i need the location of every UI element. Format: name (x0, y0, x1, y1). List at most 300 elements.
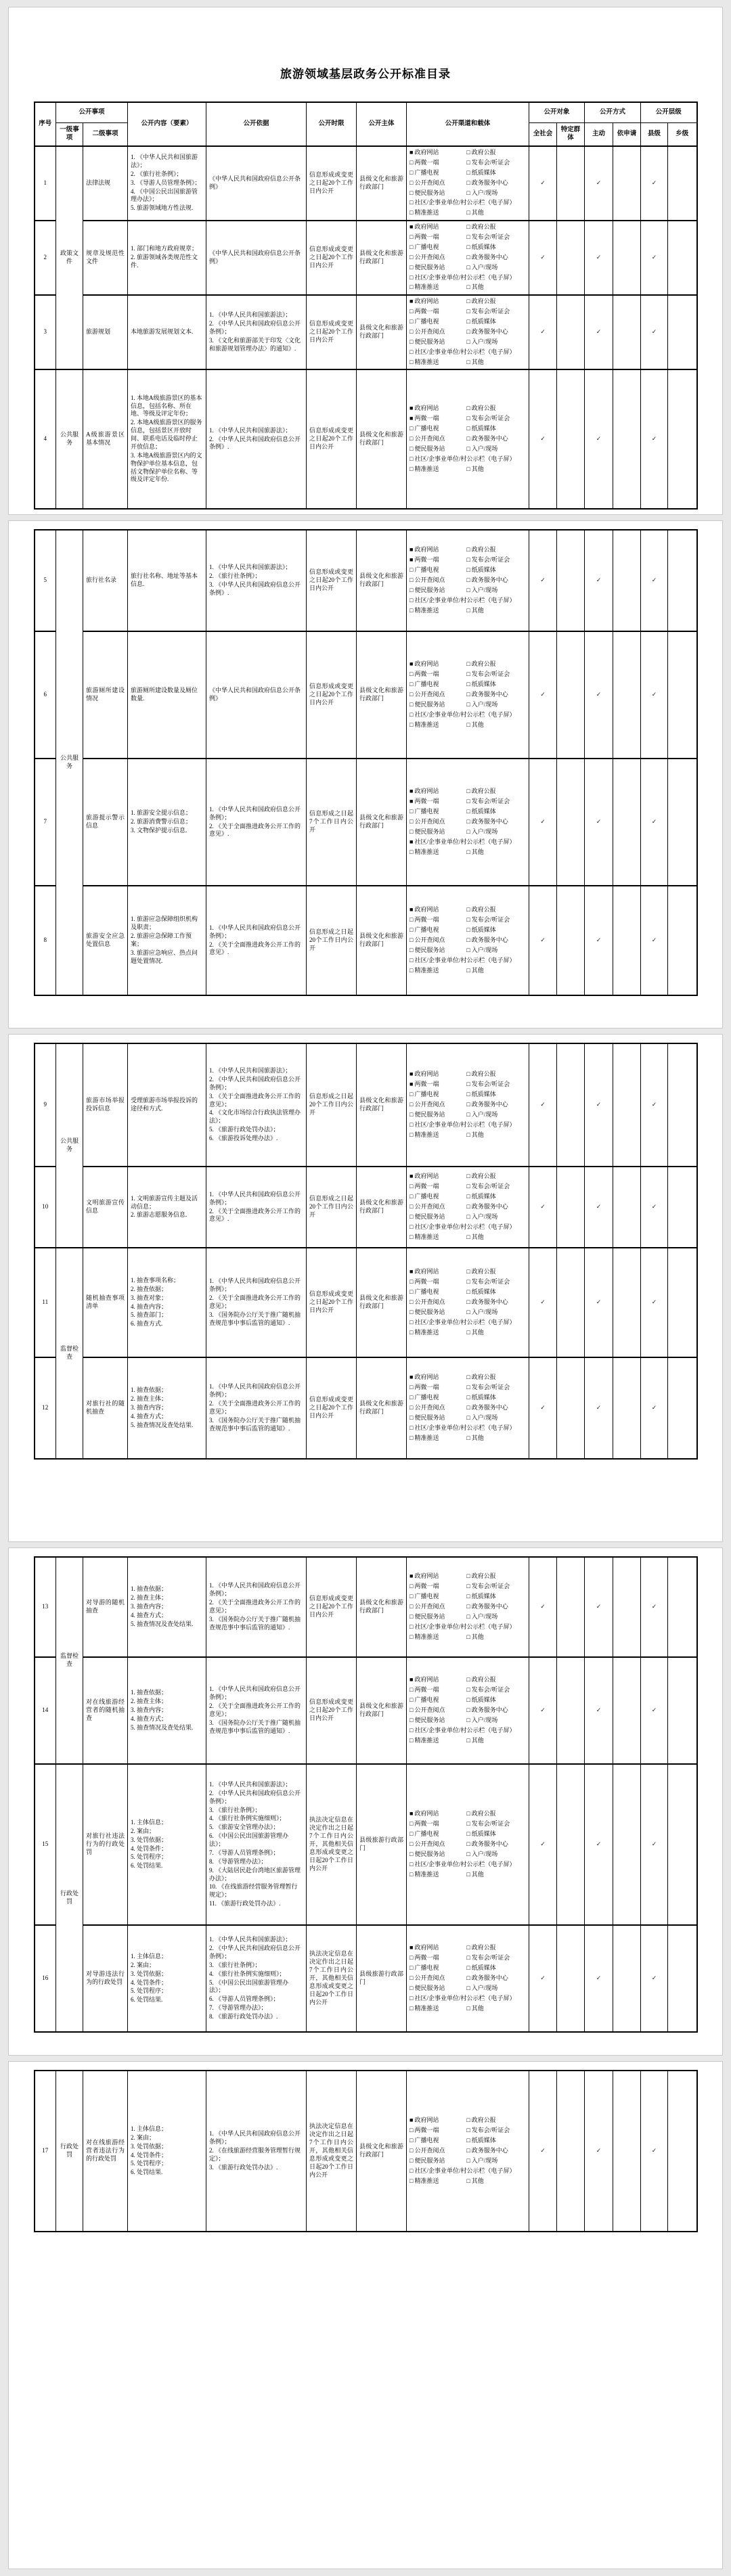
channel-option (466, 721, 523, 729)
channel-option (409, 1840, 466, 1849)
channel-option (466, 1101, 523, 1109)
table-body (35, 1557, 697, 2032)
channel-option (466, 284, 523, 292)
cell-check-active: ✓ (585, 886, 613, 995)
cell-content-line: 5. 抽查情况及查处结果. (131, 1620, 194, 1627)
channel-option-label: 广播电视 (414, 425, 439, 432)
channel-option-label: 便民服务站 (414, 189, 445, 196)
cell-content-line: 1. 《中华人民共和国旅游法》； (131, 154, 198, 168)
checkbox-unchecked-icon: □ (466, 577, 470, 584)
checkbox-unchecked-icon: □ (466, 253, 470, 261)
cell-content-line: 1. 主体信息； (131, 2125, 168, 2132)
checkbox-unchecked-icon: □ (466, 1404, 470, 1411)
cell-content-line: 旅游厕所建设数量及厕位数量. (131, 687, 198, 702)
checkbox-unchecked-icon: □ (409, 1110, 414, 1118)
channel-option (409, 1623, 526, 1631)
cell-serial-number: 11 (35, 1248, 56, 1357)
channel-option-label: 政府网站 (414, 1268, 439, 1275)
channel-option-label: 入户/现场 (471, 828, 498, 835)
checkbox-unchecked-icon: □ (466, 1278, 470, 1286)
checkbox-unchecked-icon: □ (466, 1328, 470, 1336)
channel-option (409, 189, 466, 198)
cell-check-township (668, 1557, 697, 1657)
cell-basis-line: 3. 《国务院办公厅关于推广随机抽查规范事中事后监管的通知》. (209, 1311, 301, 1326)
checkbox-unchecked-icon: □ (466, 798, 470, 805)
channel-option (466, 1329, 523, 1337)
checkbox-unchecked-icon: □ (409, 828, 414, 835)
checkbox-unchecked-icon: □ (466, 700, 470, 708)
cell-check-active: ✓ (585, 1557, 613, 1657)
checkbox-unchecked-icon: □ (409, 1840, 414, 1848)
channel-option (409, 199, 526, 207)
channel-option-label: 社区/企事业单位/村公示栏（电子屏） (414, 1223, 516, 1230)
cell-check-all-society: ✓ (529, 886, 557, 995)
table-row (35, 1657, 697, 1764)
checkbox-unchecked-icon: □ (409, 1954, 414, 1962)
header-channels: 公开渠道和载体 (407, 102, 529, 146)
channel-option-label: 便民服务站 (414, 1984, 445, 1991)
cell-content-line: 3. 抽查内容； (131, 1707, 168, 1714)
cell-check-specific-group (557, 631, 585, 759)
channel-option-label: 广播电视 (414, 2137, 439, 2144)
channel-option-label: 政务服务中心 (471, 435, 508, 442)
cell-content-line: 2. 旅游领域各类规范性文件. (131, 254, 198, 269)
cell-basis-line: 8. 《旅游行政处罚办法》. (209, 2013, 278, 2020)
cell-content-line: 3. 本地A级旅游景区内的文物保护单位基本信息，包括文物保护单位名称、等级及评定年份. (131, 451, 202, 483)
checkbox-unchecked-icon: □ (466, 1298, 470, 1306)
cell-basis-line: 5. 《中国公民出国旅游管理办法》； (209, 1979, 289, 1994)
checkbox-unchecked-icon: □ (409, 263, 414, 271)
channel-option (409, 711, 526, 719)
cell-basis (206, 1357, 307, 1459)
cell-check-specific-group (557, 221, 585, 295)
cell-basis (206, 369, 307, 509)
checkbox-checked-icon: ■ (409, 1810, 414, 1817)
channel-option (466, 1613, 523, 1621)
cell-content-line: 4. 《中国公民出国旅游管理办法》； (131, 187, 198, 203)
channel-option-label: 入户/现场 (471, 1612, 498, 1620)
cell-check-active: ✓ (585, 369, 613, 509)
cell-content-line: 5. 抽查部门； (131, 1311, 168, 1319)
channel-option-label: 社区/企事业单位/村公示栏（电子屏） (414, 1623, 516, 1630)
table-row (35, 2071, 697, 2232)
channel-option (466, 1213, 523, 1221)
channel-option (409, 721, 466, 729)
checkbox-unchecked-icon: □ (409, 577, 414, 584)
cell-serial-number: 14 (35, 1657, 56, 1764)
cell-check-specific-group (557, 530, 585, 631)
channel-option (409, 1081, 466, 1089)
cell-basis (206, 2071, 307, 2232)
cell-channels (407, 146, 529, 221)
channel-option-label: 政府公报 (471, 1944, 496, 1951)
checkbox-unchecked-icon: □ (409, 606, 414, 614)
cell-basis-line: 2. 《关于全面推进政务公开工作的意见》； (209, 1294, 301, 1309)
channel-option (409, 701, 466, 709)
cell-check-county: ✓ (641, 369, 668, 509)
channel-option (466, 359, 523, 367)
cell-time-limit: 信息形成之日起20个工作日内公开 (307, 1043, 357, 1167)
channel-option (409, 681, 466, 689)
cell-subject: 县级文化和旅游行政部门 (357, 1557, 407, 1657)
channel-option (466, 244, 523, 252)
channel-option-label: 广播电视 (414, 1193, 439, 1200)
cell-content (128, 146, 206, 221)
cell-serial-number: 16 (35, 1925, 56, 2032)
channel-option-label: 便民服务站 (414, 586, 445, 593)
checkbox-unchecked-icon: □ (466, 926, 470, 934)
header-target-specific: 特定群体 (557, 122, 585, 146)
channel-option (466, 947, 523, 955)
channel-option-label: 两微一端 (414, 1583, 439, 1590)
cell-basis-line: 2. 《中华人民共和国政府信息公开条例》； (209, 1789, 301, 1805)
channel-option (409, 556, 466, 564)
cell-serial-number: 2 (35, 221, 56, 295)
checkbox-unchecked-icon: □ (466, 1213, 470, 1220)
cell-check-on-request (613, 1167, 641, 1248)
channel-option (409, 1830, 466, 1838)
cell-basis (206, 295, 307, 369)
channel-option (466, 906, 523, 914)
cell-content-line: 6. 抽查方式. (131, 1320, 163, 1328)
channel-option-label: 公开查阅点 (414, 1298, 445, 1306)
cell-basis-line: 1. 《中华人民共和国政府信息公开条例》； (209, 1190, 301, 1206)
channel-option (466, 1434, 523, 1443)
channel-option-label: 社区/企事业单位/村公示栏（电子屏） (414, 273, 516, 281)
checkbox-unchecked-icon: □ (466, 1573, 470, 1580)
channel-option (466, 607, 523, 615)
cell-time-limit: 信息形成或变更之日起20个工作日内公开 (307, 1248, 357, 1357)
cell-check-active: ✓ (585, 1357, 613, 1459)
cell-basis (206, 1657, 307, 1764)
checkbox-unchecked-icon: □ (466, 1414, 470, 1421)
checkbox-unchecked-icon: □ (409, 1850, 414, 1857)
cell-channels (407, 369, 529, 509)
channel-option-label: 便民服务站 (414, 1850, 445, 1857)
channel-option-label: 两微一端 (414, 1820, 439, 1828)
channel-option-label: 其他 (471, 848, 484, 855)
checkbox-unchecked-icon: □ (409, 1686, 414, 1694)
checkbox-unchecked-icon: □ (466, 606, 470, 614)
checkbox-unchecked-icon: □ (466, 223, 470, 231)
cell-basis-line: 10. 《在线旅游经营服务管理暂行规定》； (209, 1883, 298, 1899)
cell-check-all-society: ✓ (529, 1764, 557, 1925)
channel-option (466, 808, 523, 816)
checkbox-unchecked-icon: □ (409, 1707, 414, 1714)
header-content: 公开内容（要素） (128, 102, 206, 146)
cell-basis-line: 1. 《中华人民共和国旅游法》； (209, 1936, 292, 1943)
channel-option-label: 政府公报 (471, 1573, 496, 1580)
cell-check-township (668, 759, 697, 886)
channel-option (409, 1974, 466, 1983)
channel-option-label: 发布会/听证会 (471, 1278, 510, 1286)
channel-option (409, 2167, 526, 2175)
checkbox-unchecked-icon: □ (466, 1288, 470, 1296)
channel-option-label: 入户/现场 (471, 1308, 498, 1315)
cell-check-specific-group (557, 1657, 585, 1764)
checkbox-unchecked-icon: □ (466, 1268, 470, 1275)
cell-level1-item: 公共服务 (56, 530, 83, 995)
cell-check-township (668, 2071, 697, 2232)
channel-option-label: 便民服务站 (414, 1716, 445, 1723)
cell-subject: 县级文化和旅游行政部门 (357, 146, 407, 221)
channel-option (466, 405, 523, 413)
channel-option-label: 发布会/听证会 (471, 158, 510, 166)
channel-option (466, 264, 523, 272)
channel-option (409, 455, 526, 464)
checkbox-checked-icon: ■ (409, 798, 414, 805)
cell-basis-line: 1. 《中华人民共和国旅游法》； (209, 564, 292, 571)
cell-check-active: ✓ (585, 146, 613, 221)
channel-option (466, 967, 523, 975)
channel-option-label: 政府公报 (471, 149, 496, 156)
cell-content-line: 2. 旅游消费警示信息； (131, 818, 192, 826)
checkbox-unchecked-icon: □ (466, 1716, 470, 1723)
cell-subject: 县级文化和旅游行政部门 (357, 530, 407, 631)
table-body (35, 1043, 697, 1459)
channel-option-label: 其他 (471, 966, 484, 974)
cell-serial-number: 5 (35, 530, 56, 631)
channel-option-label: 两微一端 (414, 308, 439, 315)
cell-content-line: 4. 抽查方式； (131, 1412, 168, 1420)
channel-option-label: 政府公报 (471, 660, 496, 668)
checkbox-unchecked-icon: □ (409, 2167, 414, 2174)
cell-content (128, 631, 206, 759)
channel-option-label: 纸质媒体 (471, 1696, 496, 1704)
checkbox-unchecked-icon: □ (466, 1964, 470, 1972)
checkbox-unchecked-icon: □ (466, 243, 470, 250)
cell-basis-line: 1. 《中华人民共和国旅游法》； (209, 1780, 292, 1788)
checkbox-unchecked-icon: □ (466, 1707, 470, 1714)
channel-option (466, 445, 523, 453)
cell-content-line: 3. 抽查内容； (131, 1603, 168, 1610)
cell-basis-line: 2. 《旅行社条例》； (209, 572, 261, 580)
channel-option-label: 广播电视 (414, 1964, 439, 1972)
channel-option-label: 两微一端 (414, 1278, 439, 1286)
channel-option (409, 691, 466, 699)
cell-basis-line: 2. 《中华人民共和国政府信息公开条例》； (209, 1945, 301, 1960)
document-title: 旅游领域基层政务公开标准目录 (280, 68, 451, 81)
checkbox-unchecked-icon: □ (466, 263, 470, 271)
checkbox-unchecked-icon: □ (409, 1101, 414, 1108)
checkbox-unchecked-icon: □ (466, 828, 470, 835)
cell-subject: 县级文化和旅游行政部门 (357, 631, 407, 759)
cell-basis-line: 7. 《导游人员管理条例》； (209, 1849, 280, 1856)
checkbox-unchecked-icon: □ (466, 1810, 470, 1817)
cell-level2-item: 对在线旅游经营者的随机抽查 (83, 1657, 128, 1764)
cell-serial-number: 10 (35, 1167, 56, 1248)
checkbox-unchecked-icon: □ (466, 158, 470, 166)
checkbox-unchecked-icon: □ (409, 1424, 414, 1431)
cell-content-line: 2. 抽查主体； (131, 1395, 168, 1403)
cell-basis-line: 3. 《国务院办公厅关于推广随机抽查规范事中事后监管的通知》. (209, 1615, 301, 1631)
channel-option-label: 政务服务中心 (471, 936, 508, 944)
channel-option-label: 便民服务站 (414, 828, 445, 835)
checkbox-unchecked-icon: □ (466, 1633, 470, 1640)
channel-option-label: 广播电视 (414, 926, 439, 934)
checkbox-checked-icon: ■ (409, 223, 414, 231)
channel-option-label: 政府网站 (414, 546, 439, 553)
table-header-row (35, 102, 697, 122)
channel-option (466, 1737, 523, 1745)
channel-option-label: 政务服务中心 (471, 1840, 508, 1848)
channel-option-label: 两微一端 (414, 158, 439, 166)
channel-option (409, 926, 466, 934)
channel-option (409, 1707, 466, 1715)
channel-option (466, 233, 523, 242)
cell-basis-line: 3. 《中华人民共和国政府信息公开条例》. (209, 581, 301, 596)
cell-content-line: 4. 处罚条件； (131, 1845, 168, 1852)
cell-check-all-society: ✓ (529, 1357, 557, 1459)
page-2 (8, 520, 723, 1029)
cell-content-line: 3. 抽查内容； (131, 1404, 168, 1411)
checkbox-unchecked-icon: □ (466, 1870, 470, 1878)
cell-basis (206, 221, 307, 295)
channel-option-label: 入户/现场 (471, 586, 498, 593)
checkbox-unchecked-icon: □ (409, 1726, 414, 1734)
checkbox-checked-icon: ■ (409, 1173, 414, 1180)
checkbox-unchecked-icon: □ (409, 209, 414, 217)
checkbox-unchecked-icon: □ (409, 1223, 414, 1230)
cell-check-active: ✓ (585, 631, 613, 759)
cell-content (128, 1248, 206, 1357)
checkbox-unchecked-icon: □ (466, 1583, 470, 1590)
header-method: 公开方式 (585, 102, 641, 122)
table-body (35, 530, 697, 995)
cell-basis-line: 1. 《中华人民共和国政府信息公开条例》； (209, 1383, 301, 1399)
checkbox-unchecked-icon: □ (409, 233, 414, 241)
cell-basis-line: 4. 《旅行社条例实施细则》； (209, 1970, 286, 1977)
channel-option-label: 精准推送 (414, 1131, 439, 1138)
channel-option (466, 308, 523, 316)
header-level-county: 县级 (641, 122, 668, 146)
channel-option (409, 1091, 466, 1099)
checkbox-unchecked-icon: □ (409, 348, 414, 355)
channel-option (466, 209, 523, 217)
channel-option (409, 1820, 466, 1828)
cell-check-all-society: ✓ (529, 1557, 557, 1657)
cell-basis-line: 2. 《中华人民共和国政府信息公开条例》. (209, 435, 301, 451)
cell-check-county: ✓ (641, 631, 668, 759)
channel-option (409, 597, 526, 605)
checkbox-checked-icon: ■ (409, 546, 414, 553)
header-method-request: 依申请 (613, 122, 641, 146)
checkbox-unchecked-icon: □ (466, 906, 470, 913)
channel-option (409, 1424, 526, 1432)
channel-option-label: 精准推送 (414, 1233, 439, 1240)
channel-option (409, 445, 466, 453)
channel-option (409, 607, 466, 615)
channel-option-label: 政府公报 (471, 1374, 496, 1381)
cell-basis-line: 1. 《中华人民共和国政府信息公开条例》； (209, 1278, 301, 1293)
channel-option (466, 1851, 523, 1859)
channel-option (409, 415, 466, 423)
cell-content-line: 1. 主体信息； (131, 1818, 168, 1826)
channel-option-label: 发布会/听证会 (471, 1686, 510, 1694)
cell-channels (407, 1925, 529, 2032)
channel-option-label: 纸质媒体 (471, 1830, 496, 1838)
cell-check-specific-group (557, 295, 585, 369)
channel-option (409, 1223, 526, 1231)
channel-option-label: 社区/企事业单位/村公示栏（电子屏） (414, 2167, 516, 2174)
checkbox-unchecked-icon: □ (409, 1278, 414, 1286)
channel-option-label: 政府网站 (414, 223, 439, 231)
cell-basis (206, 759, 307, 886)
cell-content-line: 1. 主体信息； (131, 1952, 168, 1960)
channel-option-label: 广播电视 (414, 1696, 439, 1704)
channel-option-label: 其他 (471, 1434, 484, 1441)
channel-option-label: 政务服务中心 (471, 179, 508, 186)
channel-option-label: 入户/现场 (471, 445, 498, 452)
channel-option-label: 公开查阅点 (414, 1840, 445, 1848)
cell-check-all-society: ✓ (529, 1657, 557, 1764)
cell-basis-line: 2. 《关于全面推进政务公开工作的意见》. (209, 822, 301, 838)
checkbox-unchecked-icon: □ (466, 1593, 470, 1600)
cell-level1-item: 行政处罚 (56, 2071, 83, 2232)
cell-serial-number: 4 (35, 369, 56, 509)
checkbox-unchecked-icon: □ (466, 405, 470, 412)
cell-check-all-society: ✓ (529, 1248, 557, 1357)
channel-option-label: 发布会/听证会 (471, 1183, 510, 1190)
checkbox-unchecked-icon: □ (466, 1603, 470, 1610)
channel-option (466, 254, 523, 262)
channel-option (409, 1070, 466, 1079)
channel-option-label: 两微一端 (414, 1183, 439, 1190)
channel-option (409, 159, 466, 167)
channel-option (466, 691, 523, 699)
cell-subject: 县级文化和旅游行政部门 (357, 1248, 407, 1357)
channel-option (409, 1593, 466, 1601)
checkbox-unchecked-icon: □ (466, 691, 470, 698)
channel-option (409, 1810, 466, 1818)
cell-content-line: 1. 旅游应急保障组织机构及职责； (131, 916, 198, 931)
cell-basis-line: 5. 《旅游安全管理办法》； (209, 1824, 280, 1831)
cell-content-line: 2. 案由； (131, 1827, 156, 1834)
cell-basis (206, 1925, 307, 2032)
channel-option (466, 1707, 523, 1715)
cell-content-line: 3. 文物保护提示信息. (131, 826, 187, 834)
checkbox-checked-icon: ■ (409, 660, 414, 668)
channel-option (466, 1183, 523, 1191)
checkbox-unchecked-icon: □ (409, 1183, 414, 1190)
checkbox-unchecked-icon: □ (409, 1318, 414, 1326)
cell-check-specific-group (557, 146, 585, 221)
channel-option (466, 566, 523, 574)
cell-basis-line: 3. 《国务院办公厅关于推广随机抽查规范事中事后监管的通知》. (209, 1416, 301, 1432)
channel-option (466, 660, 523, 669)
cell-check-on-request (613, 1248, 641, 1357)
cell-level2-item: 对旅行社违法行为的行政处罚 (83, 1764, 128, 1925)
checkbox-unchecked-icon: □ (409, 1964, 414, 1972)
cell-check-township (668, 1925, 697, 2032)
checkbox-unchecked-icon: □ (466, 465, 470, 472)
cell-time-limit: 信息形成或变更之日起20个工作日内公开 (307, 146, 357, 221)
channel-option-label: 发布会/听证会 (471, 308, 510, 315)
channel-option (409, 169, 466, 177)
channel-option (409, 1374, 466, 1382)
cell-check-active: ✓ (585, 1925, 613, 2032)
cell-check-specific-group (557, 369, 585, 509)
cell-check-on-request (613, 886, 641, 995)
cell-check-township (668, 1043, 697, 1167)
cell-check-township (668, 1657, 697, 1764)
cell-basis-line: 《中华人民共和国政府信息公开条例》 (209, 687, 301, 702)
channel-option-label: 两微一端 (414, 2127, 439, 2134)
cell-check-specific-group (557, 1248, 585, 1357)
cell-check-township (668, 1764, 697, 1925)
channel-option-label: 入户/现场 (471, 700, 498, 708)
cell-serial-number: 8 (35, 886, 56, 995)
